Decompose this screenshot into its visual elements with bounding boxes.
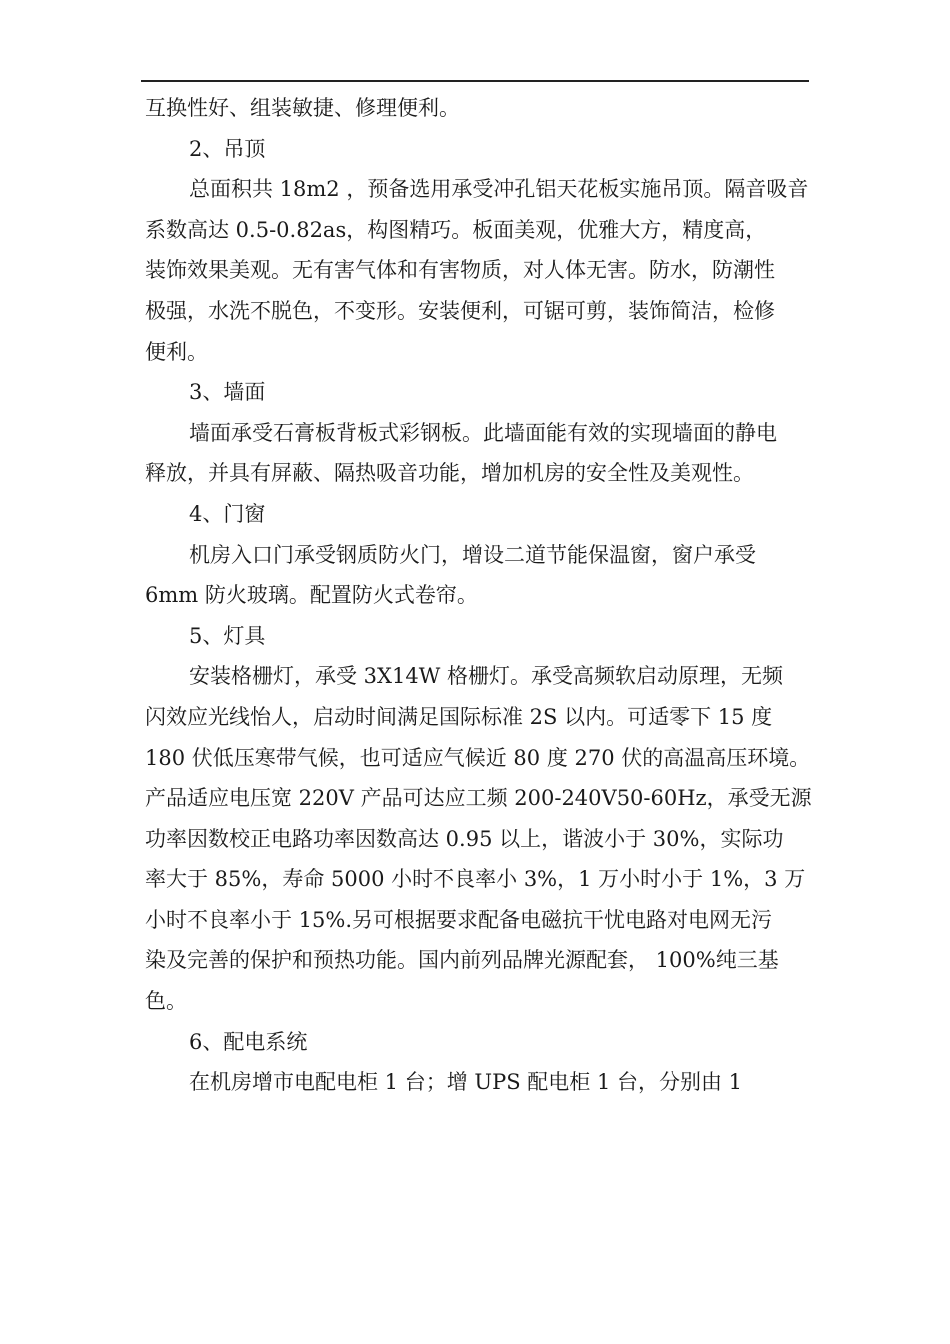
text-line: 释放，并具有屏蔽、隔热吸音功能，增加机房的安全性及美观性。 (145, 461, 754, 486)
text-line: 染及完善的保护和预热功能。国内前列品牌光源配套， 100%纯三基 (145, 948, 779, 973)
header-rule (141, 80, 809, 82)
section-heading: 5、灯具 (189, 623, 266, 648)
text-line: 便利。 (145, 339, 208, 364)
text-line: 安装格栅灯，承受 3X14W 格栅灯。承受高频软启动原理，无频 (189, 664, 783, 689)
text-line: 180 伏低压寒带气候，也可适应气候近 80 度 270 伏的高温高压环境。 (145, 745, 811, 770)
text-line: 装饰效果美观。无有害气体和有害物质，对人体无害。防水，防潮性 (145, 258, 775, 283)
text-line: 6mm 防火玻璃。配置防火式卷帘。 (145, 583, 478, 608)
text-line: 率大于 85%，寿命 5000 小时不良率小 3%，1 万小时小于 1%，3 万 (145, 867, 806, 892)
text-line: 墙面承受石膏板背板式彩钢板。此墙面能有效的实现墙面的静电 (189, 420, 777, 445)
text-line: 极强，水洗不脱色，不变形。安装便利，可锯可剪，装饰简洁，检修 (145, 298, 775, 323)
text-line: 机房入口门承受钢质防火门，增设二道节能保温窗，窗户承受 (189, 542, 756, 567)
text-line: 闪效应光线怡人，启动时间满足国际标准 2S 以内。可适零下 15 度 (145, 704, 773, 729)
section-heading: 4、门窗 (189, 501, 266, 526)
text-line: 总面积共 18m2 ，预备选用承受冲孔铝天花板实施吊顶。隔音吸音 (189, 177, 809, 202)
section-heading: 3、墙面 (189, 380, 266, 405)
text-line: 产品适应电压宽 220V 产品可达应工频 200-240V50-60Hz，承受无源 (145, 786, 812, 811)
section-heading: 2、吊顶 (189, 136, 266, 161)
text-line: 功率因数校正电路功率因数高达 0.95 以上，谐波小于 30%，实际功 (145, 826, 784, 851)
text-line: 小时不良率小于 15%.另可根据要求配备电磁抗干忧电路对电网无污 (145, 907, 773, 932)
text-line: 在机房增市电配电柜 1 台；增 UPS 配电柜 1 台，分别由 1 (189, 1070, 743, 1095)
section-heading: 6、配电系统 (189, 1029, 308, 1054)
document-body (145, 88, 815, 1103)
text-line: 互换性好、组装敏捷、修理便利。 (145, 96, 460, 120)
text-line: 色。 (145, 989, 187, 1014)
text-line: 系数高达 0.5-0.82as，构图精巧。板面美观，优雅大方，精度高， (145, 217, 767, 242)
